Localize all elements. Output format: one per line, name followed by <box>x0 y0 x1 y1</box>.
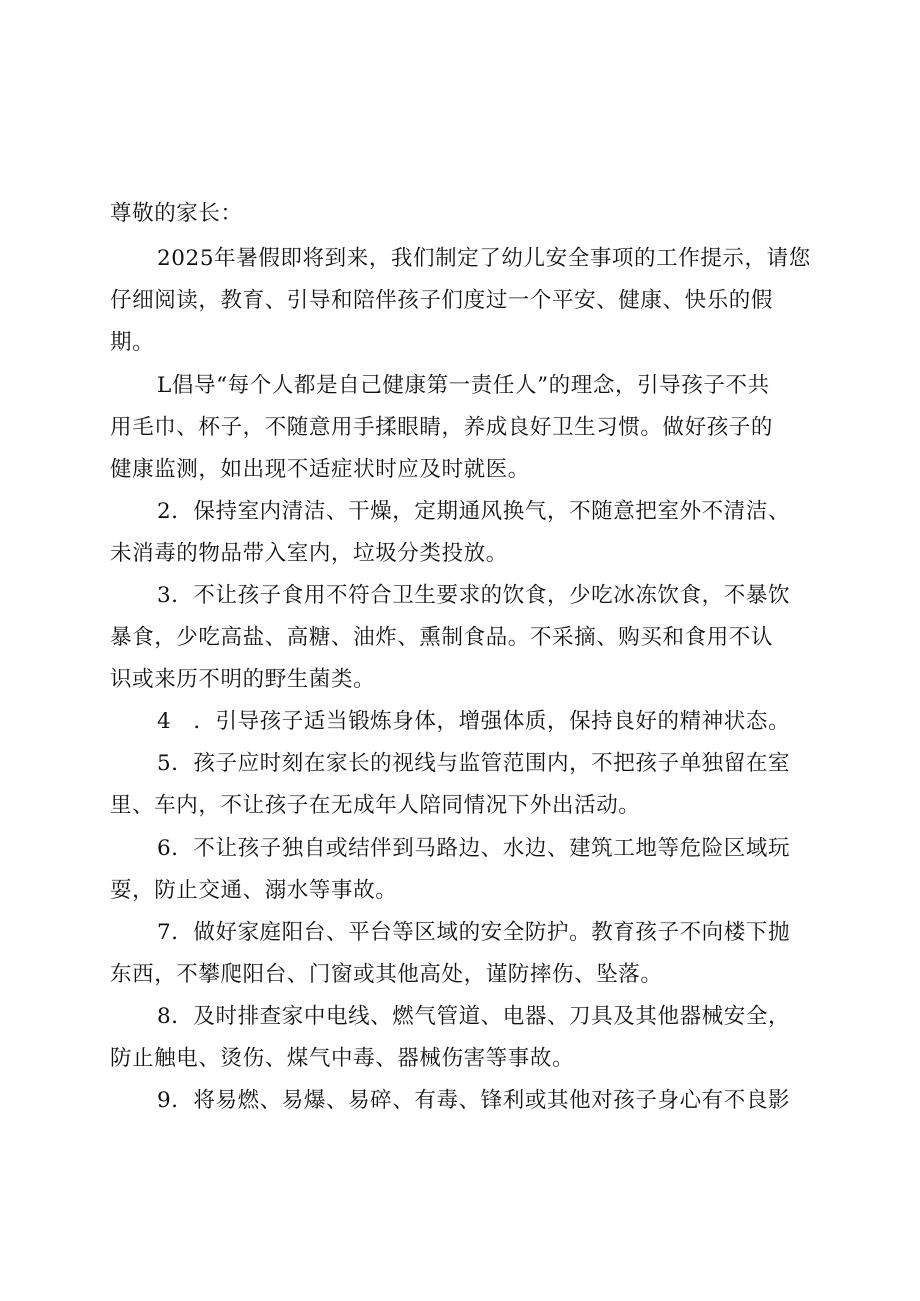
salutation: 尊敬的家长： <box>110 201 243 226</box>
item-2-line-1: 2．保持室内清洁、干燥，定期通风换气，不随意把室外不清洁、 <box>157 499 791 524</box>
item-5-line-2: 里、车内，不让孩子在无成年人陪同情况下外出活动。 <box>110 793 641 818</box>
item-3-line-1: 3．不让孩子食用不符合卫生要求的饮食，少吃冰冻饮食，不暴饮 <box>157 583 791 608</box>
item-1-line-3: 健康监测，如出现不适症状时应及时就医。 <box>110 457 530 482</box>
item-9-line-1: 9．将易燃、易爆、易碎、有毒、锋利或其他对孩子身心有不良影 <box>157 1088 791 1113</box>
intro-line-1: 2025年暑假即将到来，我们制定了幼儿安全事项的工作提示，请您 <box>157 246 811 271</box>
item-1-line-2: 用毛巾、杯子，不随意用手揉眼睛，养成良好卫生习惯。做好孩子的 <box>110 415 774 440</box>
item-4-line-1: 4 ．引导孩子适当锻炼身体，增强体质，保持良好的精神状态。 <box>157 709 791 734</box>
item-6-line-1: 6．不让孩子独自或结伴到马路边、水边、建筑工地等危险区域玩 <box>157 836 791 861</box>
item-2-line-2: 未消毒的物品带入室内，垃圾分类投放。 <box>110 541 508 566</box>
item-7-line-1: 7．做好家庭阳台、平台等区域的安全防护。教育孩子不向楼下抛 <box>157 920 791 945</box>
item-8-line-2: 防止触电、烫伤、煤气中毒、器械伤害等事故。 <box>110 1046 575 1071</box>
item-5-line-1: 5．孩子应时刻在家长的视线与监管范围内，不把孩子单独留在室 <box>157 751 791 776</box>
intro-line-3: 期。 <box>110 330 155 355</box>
item-3-line-3: 识或来历不明的野生菌类。 <box>110 667 376 692</box>
item-3-line-2: 暴食，少吃高盐、高糖、油炸、熏制食品。不采摘、购买和食用不认 <box>110 625 774 650</box>
item-8-line-1: 8．及时排查家中电线、燃气管道、电器、刀具及其他器械安全， <box>157 1004 791 1029</box>
intro-line-2: 仔细阅读，教育、引导和陪伴孩子们度过一个平安、健康、快乐的假 <box>110 288 774 313</box>
item-1-line-1: L倡导“每个人都是自己健康第一责任人”的理念，引导孩子不共 <box>157 373 770 398</box>
item-6-line-2: 耍，防止交通、溺水等事故。 <box>110 878 398 903</box>
item-7-line-2: 东西，不攀爬阳台、门窗或其他高处，谨防摔伤、坠落。 <box>110 962 663 987</box>
